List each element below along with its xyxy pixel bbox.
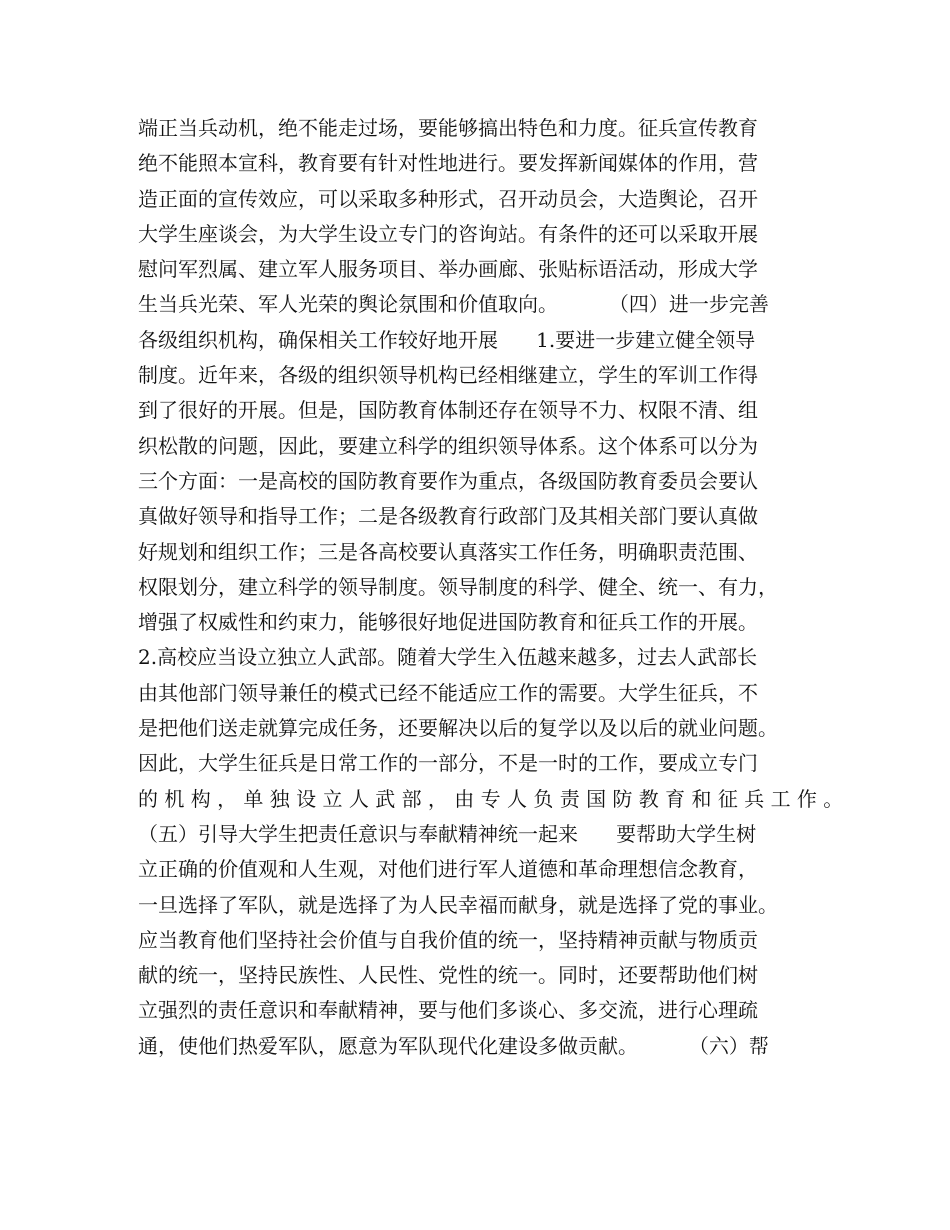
text-line: 的 机 构 ， 单 独 设 立 人 武 部 ， 由 专 人 负 责 国 防 教 育 和 征 兵 工 作 。 xyxy=(138,786,844,811)
text-line: 大学生座谈会，为大学生设立专门的咨询站。有条件的还可以采取开展 xyxy=(138,221,758,246)
text-line: 慰问军烈属、建立军人服务项目、举办画廊、张贴标语活动，形成大学 xyxy=(138,257,758,282)
text-line: （五）引导大学生把责任意识与奉献精神统一起来 要帮助大学生树 xyxy=(138,821,757,846)
text-line: 好规划和组织工作；三是各高校要认真落实工作任务，明确职责范围、 xyxy=(138,539,758,564)
text-line: 立强烈的责任意识和奉献精神，要与他们多谈心、多交流，进行心理疏 xyxy=(138,998,758,1023)
text-line: 通，使他们热爱军队，愿意为军队现代化建设多做贡献。 （六）帮 xyxy=(138,1033,769,1058)
text-line: 真做好领导和指导工作；二是各级教育行政部门及其相关部门要认真做 xyxy=(138,504,758,529)
text-line: 是把他们送走就算完成任务，还要解决以后的复学以及以后的就业问题。 xyxy=(138,716,778,741)
text-line: 到了很好的开展。但是，国防教育体制还存在领导不力、权限不清、组 xyxy=(138,398,758,423)
text-line: 由其他部门领导兼任的模式已经不能适应工作的需要。大学生征兵，不 xyxy=(138,680,758,705)
body-text xyxy=(138,111,844,1064)
text-line: 绝不能照本宣科，教育要有针对性地进行。要发挥新闻媒体的作用，营 xyxy=(138,151,758,176)
text-line: 各级组织机构，确保相关工作较好地开展 1.要进一步建立健全领导 xyxy=(138,327,756,352)
text-line: 应当教育他们坚持社会价值与自我价值的统一，坚持精神贡献与物质贡 xyxy=(138,927,758,952)
text-line: 一旦选择了军队，就是选择了为人民幸福而献身，就是选择了党的事业。 xyxy=(138,892,778,917)
text-line: 织松散的问题，因此，要建立科学的组织领导体系。这个体系可以分为 xyxy=(138,433,758,458)
text-line: 献的统一，坚持民族性、人民性、党性的统一。同时，还要帮助他们树 xyxy=(138,963,758,988)
text-line: 因此，大学生征兵是日常工作的一部分，不是一时的工作，要成立专门 xyxy=(138,751,758,776)
text-line: 三个方面：一是高校的国防教育要作为重点，各级国防教育委员会要认 xyxy=(138,468,758,493)
text-line: 权限划分，建立科学的领导制度。领导制度的科学、健全、统一、有力， xyxy=(138,574,778,599)
text-line: 生当兵光荣、军人光荣的舆论氛围和价值取向。 （四）进一步完善 xyxy=(138,292,769,317)
text-line: 2.高校应当设立独立人武部。随着大学生入伍越来越多，过去人武部长 xyxy=(138,645,758,670)
text-line: 立正确的价值观和人生观，对他们进行军人道德和革命理想信念教育， xyxy=(138,857,758,882)
text-line: 端正当兵动机，绝不能走过场，要能够搞出特色和力度。征兵宣传教育 xyxy=(138,116,758,140)
text-line: 造正面的宣传效应，可以采取多种形式，召开动员会，大造舆论，召开 xyxy=(138,186,758,211)
text-line: 增强了权威性和约束力，能够很好地促进国防教育和征兵工作的开展。 xyxy=(138,610,758,635)
text-line: 制度。近年来，各级的组织领导机构已经相继建立，学生的军训工作得 xyxy=(138,363,758,388)
